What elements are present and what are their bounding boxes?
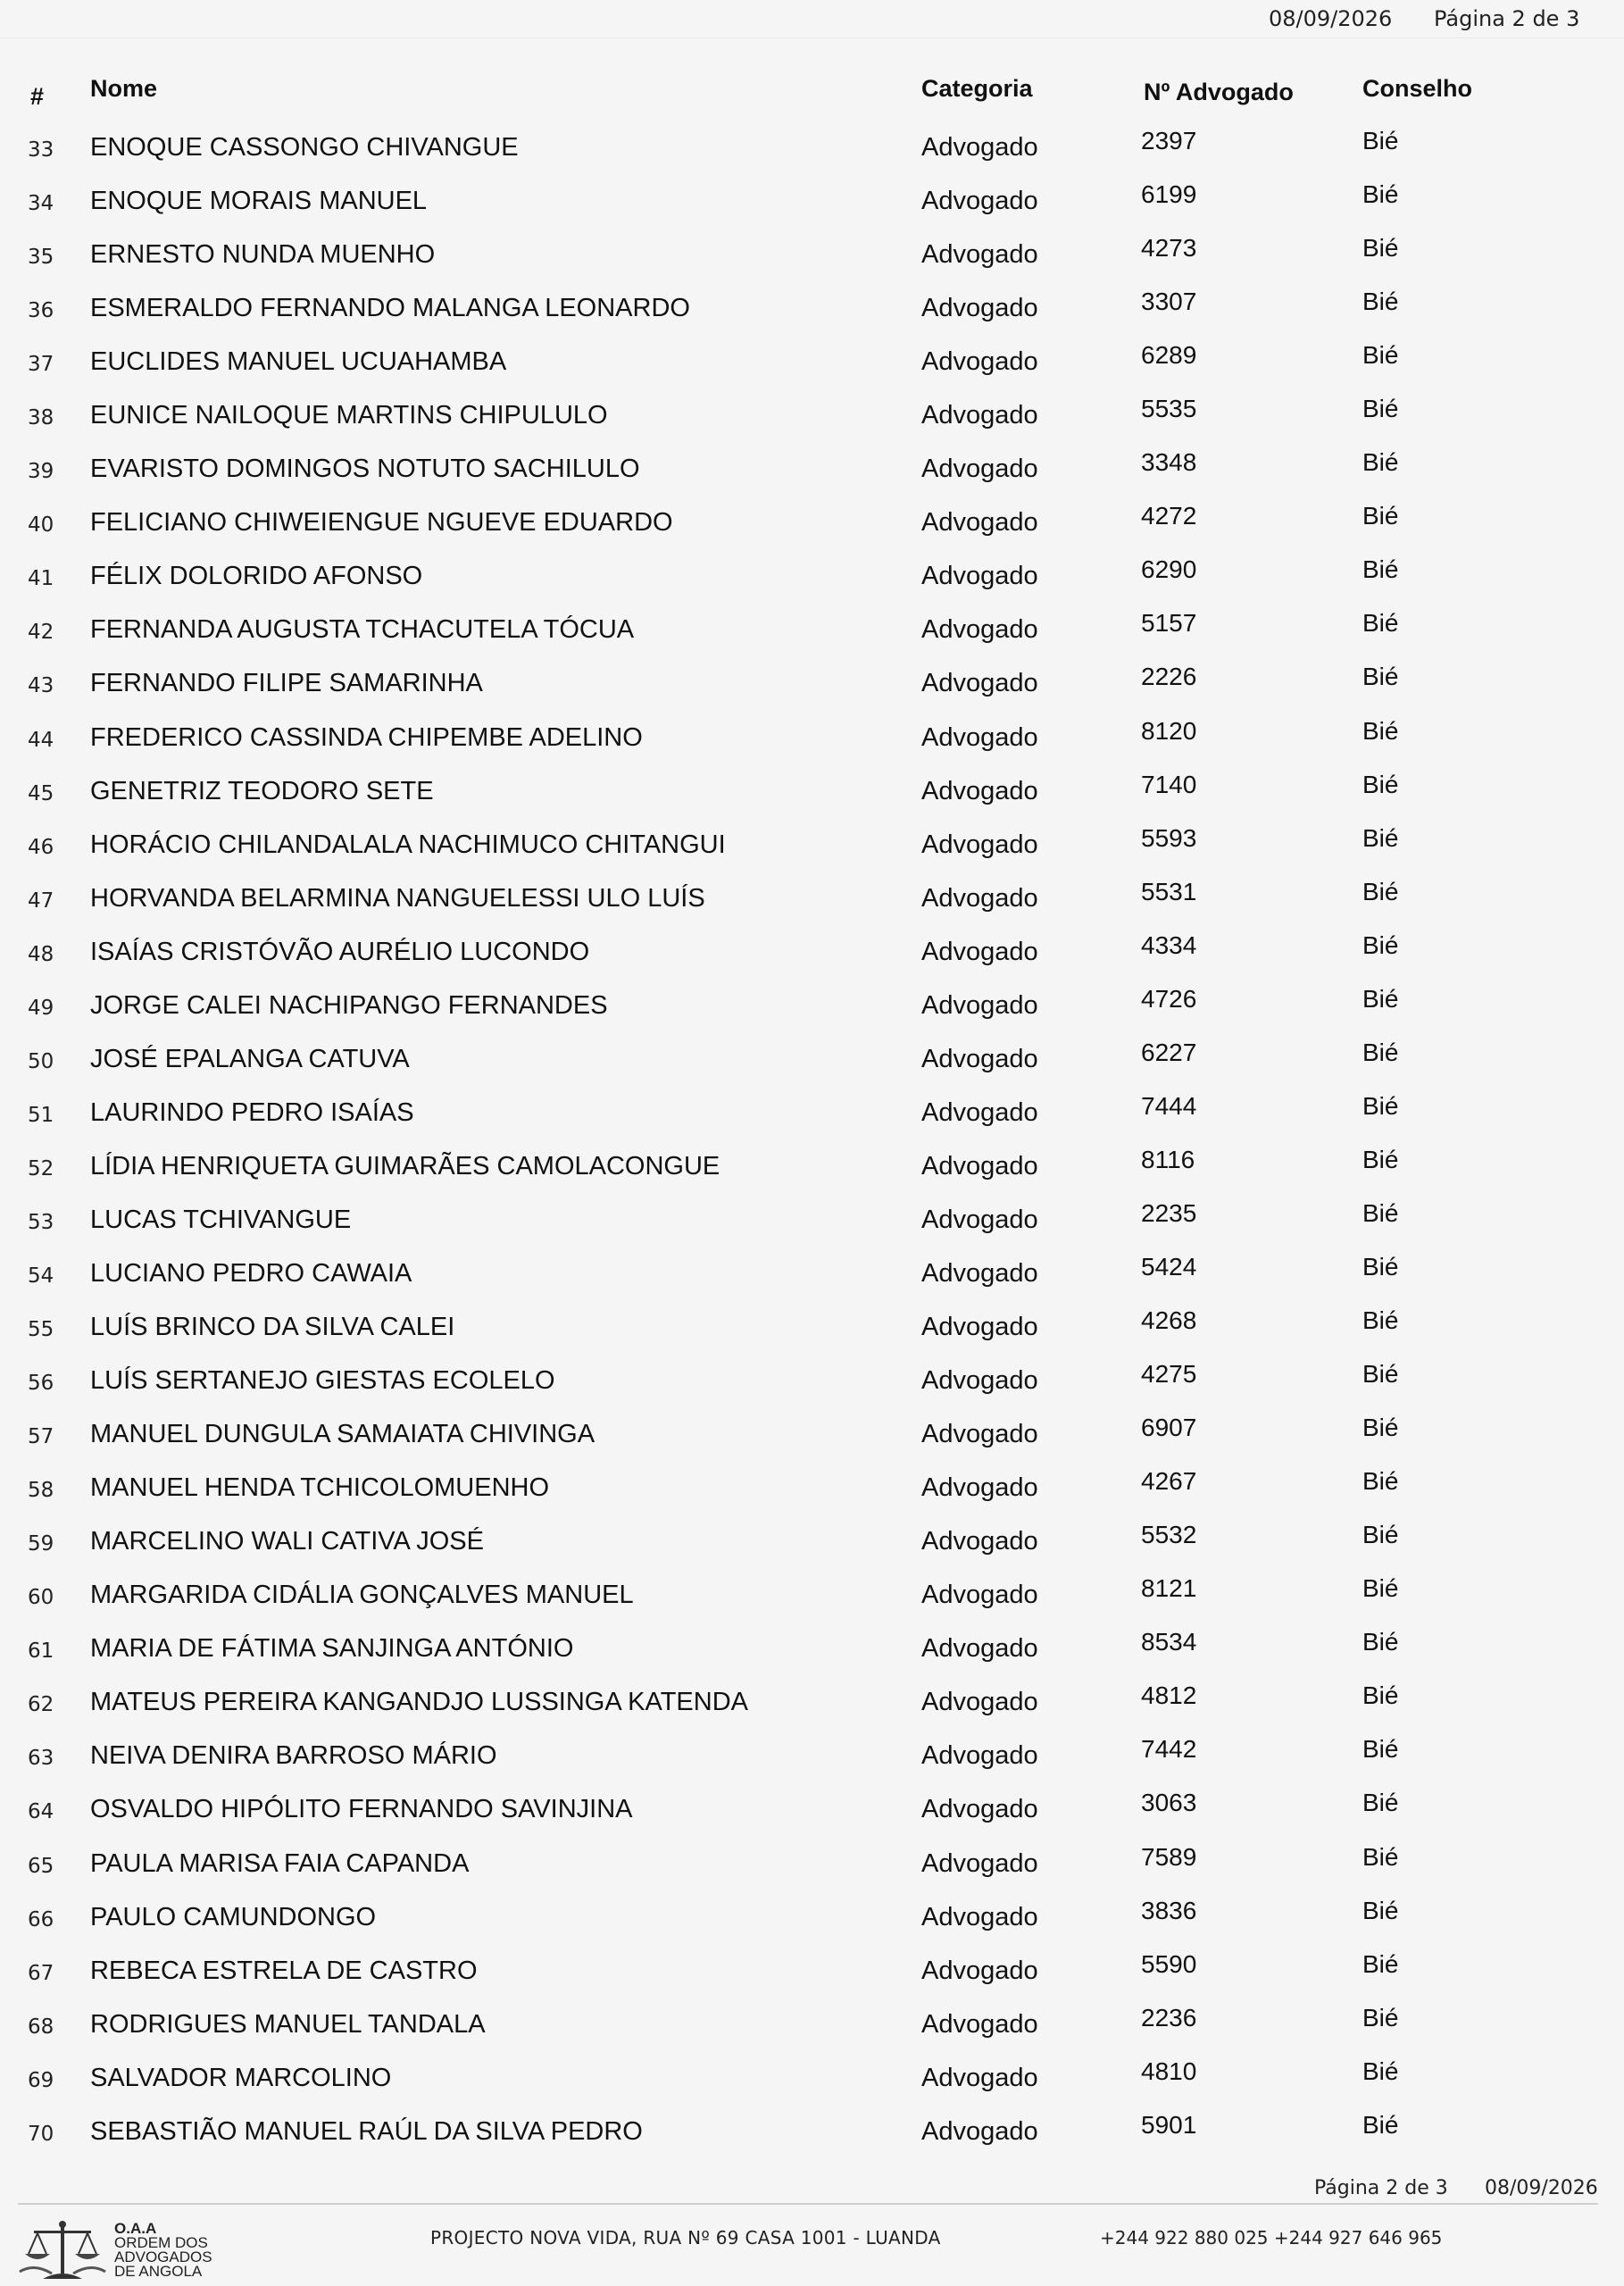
- row-number: 39: [28, 460, 54, 484]
- row-lawyer-number: 8116: [1141, 1145, 1195, 1173]
- table-row: [0, 1731, 1624, 1785]
- footer-divider: [18, 2203, 1598, 2205]
- row-council: Bié: [1362, 1681, 1399, 1710]
- row-name: FELICIANO CHIWEIENGUE NGUEVE EDUARDO: [90, 508, 673, 538]
- row-council: Bié: [1362, 1198, 1399, 1227]
- row-category: Advogado: [921, 1420, 1038, 1449]
- row-lawyer-number: 5593: [1141, 823, 1197, 852]
- row-number: 40: [28, 513, 54, 538]
- table-row: [0, 498, 1624, 552]
- row-category: Advogado: [921, 2063, 1038, 2092]
- table-row: [0, 391, 1624, 445]
- row-lawyer-number: 6290: [1141, 555, 1197, 584]
- table-row: [0, 767, 1624, 821]
- row-lawyer-number: 5901: [1141, 2110, 1197, 2139]
- row-name: MARIA DE FÁTIMA SANJINGA ANTÓNIO: [90, 1634, 574, 1664]
- row-lawyer-number: 3836: [1141, 1896, 1197, 1924]
- header-page-number: Página 2 de 3: [1434, 6, 1580, 31]
- row-category: Advogado: [921, 1473, 1038, 1503]
- row-council: Bié: [1362, 2057, 1399, 2085]
- row-category: Advogado: [921, 508, 1038, 538]
- row-number: 44: [28, 728, 54, 752]
- footer-address: PROJECTO NOVA VIDA, RUA Nº 69 CASA 1001 - LUANDA: [430, 2227, 941, 2248]
- row-council: Bié: [1362, 2003, 1399, 2032]
- table-row: [0, 1517, 1624, 1571]
- footer-date: 08/09/2026: [1485, 2177, 1598, 2199]
- row-council: Bié: [1362, 1735, 1399, 1764]
- row-category: Advogado: [921, 1634, 1038, 1664]
- row-lawyer-number: 4268: [1141, 1306, 1197, 1335]
- row-number: 56: [28, 1372, 54, 1396]
- row-number: 55: [28, 1318, 54, 1342]
- row-council: Bié: [1362, 1789, 1399, 1817]
- row-council: Bié: [1362, 234, 1399, 263]
- row-name: LUCIANO PEDRO CAWAIA: [90, 1258, 412, 1288]
- row-number: 35: [28, 246, 54, 270]
- table-row: [0, 123, 1624, 177]
- row-council: Bié: [1362, 1949, 1399, 1978]
- row-number: 62: [28, 1693, 54, 1717]
- table-row: [0, 1249, 1624, 1303]
- row-lawyer-number: 7442: [1141, 1735, 1197, 1764]
- row-number: 54: [28, 1264, 54, 1288]
- row-number: 49: [28, 996, 54, 1020]
- row-category: Advogado: [921, 1688, 1038, 1717]
- table-row: [0, 2000, 1624, 2054]
- row-name: PAULA MARISA FAIA CAPANDA: [90, 1848, 470, 1878]
- row-category: Advogado: [921, 347, 1038, 377]
- row-category: Advogado: [921, 562, 1038, 591]
- row-council: Bié: [1362, 984, 1399, 1013]
- row-council: Bié: [1362, 448, 1399, 477]
- column-header-council: Conselho: [1362, 75, 1473, 102]
- row-category: Advogado: [921, 883, 1038, 913]
- row-number: 61: [28, 1639, 54, 1664]
- scales-of-justice-icon: [16, 2218, 110, 2282]
- table-row: [0, 2054, 1624, 2107]
- row-lawyer-number: 5535: [1141, 395, 1197, 423]
- row-council: Bié: [1362, 395, 1399, 423]
- row-number: 58: [28, 1479, 54, 1503]
- row-council: Bié: [1362, 555, 1399, 584]
- row-name: SEBASTIÃO MANUEL RAÚL DA SILVA PEDRO: [90, 2116, 643, 2146]
- row-category: Advogado: [921, 1313, 1038, 1342]
- row-council: Bié: [1362, 1252, 1399, 1281]
- row-lawyer-number: 2226: [1141, 663, 1197, 691]
- row-number: 64: [28, 1800, 54, 1824]
- row-category: Advogado: [921, 401, 1038, 430]
- row-category: Advogado: [921, 937, 1038, 966]
- footer-page-number: Página 2 de 3: [1314, 2177, 1448, 2199]
- row-category: Advogado: [921, 1956, 1038, 1985]
- row-lawyer-number: 8534: [1141, 1628, 1197, 1656]
- row-lawyer-number: 5532: [1141, 1521, 1197, 1549]
- logo-line-advogados: ADVOGADOS: [114, 2248, 212, 2265]
- row-number: 46: [28, 835, 54, 859]
- table-row: [0, 1356, 1624, 1410]
- row-number: 50: [28, 1049, 54, 1073]
- row-number: 67: [28, 1961, 54, 1985]
- row-council: Bié: [1362, 288, 1399, 316]
- row-lawyer-number: 6289: [1141, 341, 1197, 370]
- row-name: ESMERALDO FERNANDO MALANGA LEONARDO: [90, 294, 690, 323]
- row-name: MANUEL HENDA TCHICOLOMUENHO: [90, 1473, 550, 1503]
- row-name: MARGARIDA CIDÁLIA GONÇALVES MANUEL: [90, 1581, 634, 1610]
- row-council: Bié: [1362, 1038, 1399, 1066]
- row-category: Advogado: [921, 1205, 1038, 1234]
- row-category: Advogado: [921, 1527, 1038, 1556]
- row-name: MANUEL DUNGULA SAMAIATA CHIVINGA: [90, 1420, 595, 1449]
- table-row: [0, 713, 1624, 767]
- row-council: Bié: [1362, 1842, 1399, 1871]
- lawyer-table-body: [0, 123, 1624, 2161]
- table-row: [0, 1624, 1624, 1678]
- row-lawyer-number: 4275: [1141, 1360, 1197, 1389]
- row-name: FERNANDA AUGUSTA TCHACUTELA TÓCUA: [90, 615, 635, 645]
- row-council: Bié: [1362, 1360, 1399, 1389]
- table-row: [0, 338, 1624, 391]
- row-category: Advogado: [921, 1044, 1038, 1073]
- row-lawyer-number: 5590: [1141, 1949, 1197, 1978]
- row-number: 53: [28, 1210, 54, 1234]
- row-number: 42: [28, 621, 54, 645]
- row-name: ISAÍAS CRISTÓVÃO AURÉLIO LUCONDO: [90, 937, 590, 966]
- row-lawyer-number: 6227: [1141, 1038, 1197, 1066]
- table-row: [0, 1035, 1624, 1089]
- row-council: Bié: [1362, 1628, 1399, 1656]
- row-lawyer-number: 6907: [1141, 1414, 1197, 1442]
- row-category: Advogado: [921, 1848, 1038, 1878]
- row-lawyer-number: 3307: [1141, 288, 1197, 316]
- row-council: Bié: [1362, 1091, 1399, 1120]
- row-lawyer-number: 7444: [1141, 1091, 1197, 1120]
- row-name: LAURINDO PEDRO ISAÍAS: [90, 1097, 414, 1127]
- row-category: Advogado: [921, 722, 1038, 752]
- row-lawyer-number: 4726: [1141, 984, 1197, 1013]
- row-name: PAULO CAMUNDONGO: [90, 1902, 377, 1931]
- row-number: 51: [28, 1103, 54, 1127]
- row-number: 69: [28, 2068, 54, 2092]
- row-council: Bié: [1362, 609, 1399, 638]
- row-lawyer-number: 7140: [1141, 770, 1197, 798]
- row-council: Bié: [1362, 1414, 1399, 1442]
- row-category: Advogado: [921, 187, 1038, 216]
- row-number: 65: [28, 1854, 54, 1878]
- row-lawyer-number: 2235: [1141, 1198, 1197, 1227]
- row-name: MARCELINO WALI CATIVA JOSÉ: [90, 1527, 484, 1556]
- table-row: [0, 2107, 1624, 2161]
- row-number: 33: [28, 138, 54, 162]
- table-row: [0, 1947, 1624, 2000]
- row-category: Advogado: [921, 240, 1038, 270]
- row-number: 41: [28, 567, 54, 591]
- row-category: Advogado: [921, 830, 1038, 859]
- table-row: [0, 928, 1624, 981]
- row-name: MATEUS PEREIRA KANGANDJO LUSSINGA KATENDA: [90, 1688, 748, 1717]
- row-number: 45: [28, 781, 54, 805]
- row-category: Advogado: [921, 1902, 1038, 1931]
- page-header: [0, 0, 1624, 38]
- table-row: [0, 284, 1624, 338]
- row-name: ENOQUE CASSONGO CHIVANGUE: [90, 133, 519, 162]
- table-row: [0, 230, 1624, 284]
- table-row: [0, 821, 1624, 874]
- row-council: Bié: [1362, 1574, 1399, 1603]
- table-header: [0, 75, 1624, 116]
- table-row: [0, 1571, 1624, 1624]
- table-row: [0, 605, 1624, 659]
- row-number: 34: [28, 192, 54, 216]
- row-number: 59: [28, 1532, 54, 1556]
- row-council: Bié: [1362, 1896, 1399, 1924]
- row-lawyer-number: 3063: [1141, 1789, 1197, 1817]
- row-lawyer-number: 4810: [1141, 2057, 1197, 2085]
- logo-line-ordem: ORDEM DOS: [114, 2234, 208, 2251]
- row-lawyer-number: 4272: [1141, 502, 1197, 530]
- row-council: Bié: [1362, 823, 1399, 852]
- row-lawyer-number: 4334: [1141, 930, 1197, 959]
- row-lawyer-number: 5157: [1141, 609, 1197, 638]
- row-name: LÍDIA HENRIQUETA GUIMARÃES CAMOLACONGUE: [90, 1151, 720, 1181]
- row-number: 66: [28, 1907, 54, 1931]
- row-name: HORVANDA BELARMINA NANGUELESSI ULO LUÍS: [90, 883, 705, 913]
- table-row: [0, 1410, 1624, 1464]
- row-name: HORÁCIO CHILANDALALA NACHIMUCO CHITANGUI: [90, 830, 726, 859]
- row-council: Bié: [1362, 502, 1399, 530]
- row-name: NEIVA DENIRA BARROSO MÁRIO: [90, 1741, 497, 1771]
- row-category: Advogado: [921, 1097, 1038, 1127]
- row-number: 60: [28, 1586, 54, 1610]
- row-council: Bié: [1362, 930, 1399, 959]
- row-category: Advogado: [921, 776, 1038, 805]
- row-number: 43: [28, 674, 54, 698]
- row-number: 52: [28, 1156, 54, 1181]
- row-lawyer-number: 2236: [1141, 2003, 1197, 2032]
- table-row: [0, 1142, 1624, 1196]
- row-lawyer-number: 6199: [1141, 180, 1197, 209]
- row-council: Bié: [1362, 127, 1399, 154]
- row-lawyer-number: 7589: [1141, 1842, 1197, 1871]
- row-name: LUÍS SERTANEJO GIESTAS ECOLELO: [90, 1366, 555, 1396]
- row-name: LUCAS TCHIVANGUE: [90, 1205, 352, 1234]
- row-number: 63: [28, 1747, 54, 1771]
- row-lawyer-number: 4273: [1141, 234, 1197, 263]
- row-number: 36: [28, 299, 54, 323]
- logo-line-angola: DE ANGOLA: [114, 2263, 203, 2280]
- table-row: [0, 1089, 1624, 1142]
- row-category: Advogado: [921, 294, 1038, 323]
- row-council: Bié: [1362, 1521, 1399, 1549]
- row-name: EVARISTO DOMINGOS NOTUTO SACHILULO: [90, 455, 640, 484]
- table-row: [0, 981, 1624, 1035]
- table-row: [0, 1840, 1624, 1893]
- row-council: Bié: [1362, 180, 1399, 209]
- row-council: Bié: [1362, 1467, 1399, 1496]
- row-name: EUNICE NAILOQUE MARTINS CHIPULULO: [90, 401, 608, 430]
- oaa-logo: [16, 2218, 230, 2282]
- table-row: [0, 1303, 1624, 1356]
- row-council: Bié: [1362, 770, 1399, 798]
- row-name: ERNESTO NUNDA MUENHO: [90, 240, 436, 270]
- row-council: Bié: [1362, 2110, 1399, 2139]
- table-row: [0, 1785, 1624, 1839]
- row-council: Bié: [1362, 1306, 1399, 1335]
- row-number: 38: [28, 406, 54, 430]
- row-lawyer-number: 5424: [1141, 1252, 1197, 1281]
- logo-text: [114, 2222, 212, 2279]
- table-row: [0, 1678, 1624, 1731]
- row-number: 70: [28, 2122, 54, 2146]
- table-row: [0, 874, 1624, 928]
- row-lawyer-number: 4267: [1141, 1467, 1197, 1496]
- row-category: Advogado: [921, 669, 1038, 698]
- row-council: Bié: [1362, 716, 1399, 745]
- row-lawyer-number: 2397: [1141, 127, 1197, 154]
- row-name: REBECA ESTRELA DE CASTRO: [90, 1956, 478, 1985]
- row-category: Advogado: [921, 1741, 1038, 1771]
- row-lawyer-number: 4812: [1141, 1681, 1197, 1710]
- row-council: Bié: [1362, 663, 1399, 691]
- column-header-category: Categoria: [921, 75, 1033, 102]
- row-lawyer-number: 5531: [1141, 877, 1197, 905]
- row-name: GENETRIZ TEODORO SETE: [90, 776, 434, 805]
- header-date: 08/09/2026: [1269, 6, 1393, 31]
- row-lawyer-number: 3348: [1141, 448, 1197, 477]
- row-number: 68: [28, 2015, 54, 2039]
- row-category: Advogado: [921, 1581, 1038, 1610]
- row-category: Advogado: [921, 1151, 1038, 1181]
- row-category: Advogado: [921, 615, 1038, 645]
- table-row: [0, 659, 1624, 713]
- row-name: SALVADOR MARCOLINO: [90, 2063, 392, 2092]
- table-row: [0, 1196, 1624, 1249]
- table-row: [0, 445, 1624, 498]
- table-row: [0, 177, 1624, 230]
- row-name: JORGE CALEI NACHIPANGO FERNANDES: [90, 990, 608, 1020]
- row-council: Bié: [1362, 877, 1399, 905]
- row-council: Bié: [1362, 1145, 1399, 1173]
- row-number: 48: [28, 942, 54, 966]
- row-category: Advogado: [921, 1258, 1038, 1288]
- column-header-number: #: [30, 83, 45, 110]
- row-category: Advogado: [921, 455, 1038, 484]
- row-category: Advogado: [921, 1795, 1038, 1824]
- row-name: JOSÉ EPALANGA CATUVA: [90, 1044, 410, 1073]
- row-name: FÉLIX DOLORIDO AFONSO: [90, 562, 423, 591]
- row-name: ENOQUE MORAIS MANUEL: [90, 187, 428, 216]
- row-category: Advogado: [921, 990, 1038, 1020]
- row-category: Advogado: [921, 1366, 1038, 1396]
- table-row: [0, 1464, 1624, 1517]
- row-name: OSVALDO HIPÓLITO FERNANDO SAVINJINA: [90, 1795, 633, 1824]
- table-row: [0, 1893, 1624, 1947]
- row-category: Advogado: [921, 2009, 1038, 2039]
- row-council: Bié: [1362, 341, 1399, 370]
- row-name: LUÍS BRINCO DA SILVA CALEI: [90, 1313, 455, 1342]
- row-name: FERNANDO FILIPE SAMARINHA: [90, 669, 483, 698]
- column-header-lawyer-number: Nº Advogado: [1144, 79, 1294, 105]
- logo-line-oaa: O.A.A: [114, 2220, 157, 2237]
- row-name: EUCLIDES MANUEL UCUAHAMBA: [90, 347, 507, 377]
- row-category: Advogado: [921, 2116, 1038, 2146]
- row-name: FREDERICO CASSINDA CHIPEMBE ADELINO: [90, 722, 643, 752]
- row-name: RODRIGUES MANUEL TANDALA: [90, 2009, 486, 2039]
- column-header-name: Nome: [90, 75, 158, 102]
- row-category: Advogado: [921, 133, 1038, 162]
- row-lawyer-number: 8120: [1141, 716, 1197, 745]
- row-number: 47: [28, 889, 54, 913]
- table-row: [0, 552, 1624, 605]
- row-lawyer-number: 8121: [1141, 1574, 1197, 1603]
- footer-phones: +244 922 880 025 +244 927 646 965: [1100, 2227, 1443, 2248]
- row-number: 37: [28, 353, 54, 377]
- row-number: 57: [28, 1425, 54, 1449]
